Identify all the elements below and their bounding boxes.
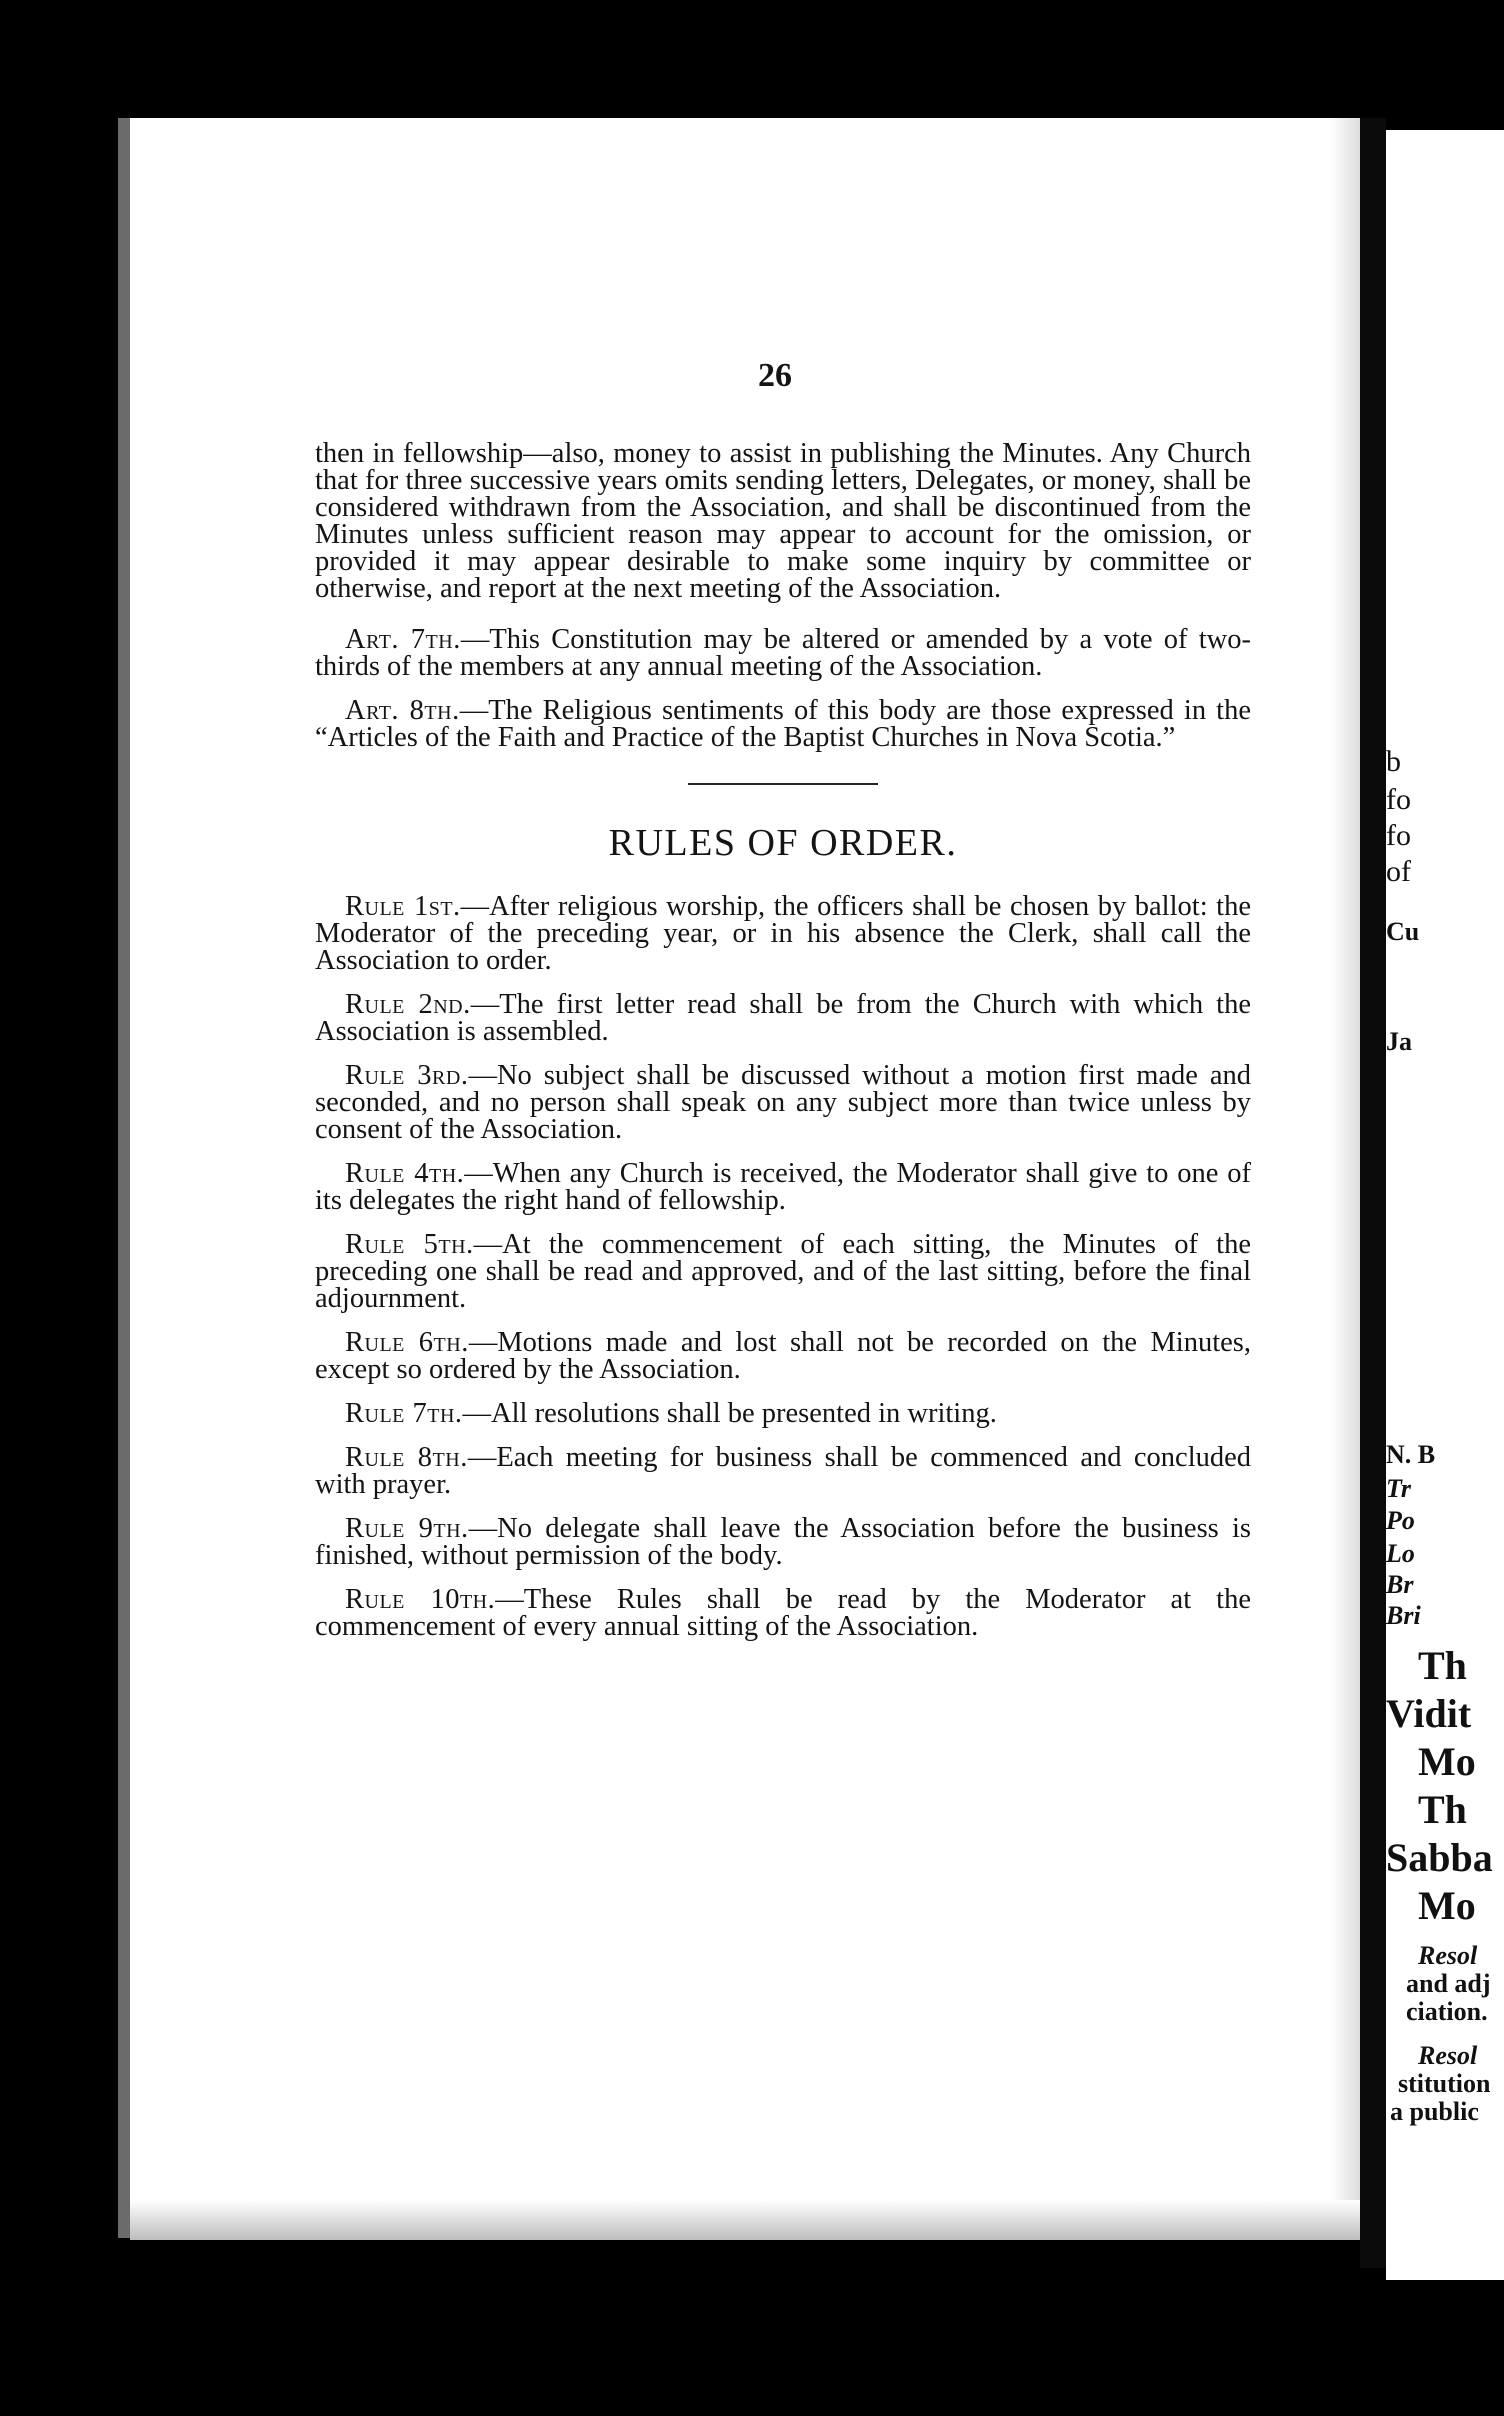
rule-lead: Rule 4th. (345, 1158, 465, 1189)
right-page-fragment: and adj (1406, 1969, 1491, 1998)
right-page-fragment: ciation. (1406, 1997, 1488, 2026)
right-page-fragment: fo (1386, 783, 1411, 816)
article-7 (315, 626, 1251, 680)
right-page-fragment: b (1386, 745, 1401, 778)
rule-text: —No subject shall be discussed without a motion first made and seconded, and no person shall speak on any subject more than twice unless by consent of the Association. (315, 1060, 1251, 1145)
rules-heading: RULES OF ORDER. (608, 822, 958, 864)
right-page-fragment: Resol (1418, 1941, 1478, 1970)
rule-lead: Rule 7th. (345, 1398, 463, 1429)
right-page-fragment: Cu (1386, 917, 1420, 946)
right-page-fragment: Tr (1386, 1474, 1412, 1503)
right-page-fragment: Ja (1386, 1027, 1412, 1056)
article-8 (315, 697, 1251, 751)
article-lead: Art. 8th. (345, 695, 460, 726)
rule-text: —All resolutions shall be presented in writing. (462, 1398, 997, 1429)
article-text: —The Religious sentiments of this body are those expressed in the “Articles of the Faith and Practice of the Baptist Churches in Nova Scotia.” (315, 695, 1251, 753)
right-page-fragment: of (1386, 855, 1411, 888)
rule-item (315, 1160, 1251, 1214)
rule-item (315, 1400, 1251, 1427)
book-spine (1360, 118, 1386, 2268)
rule-lead: Rule 10th. (345, 1584, 496, 1615)
rule-lead: Rule 3rd. (345, 1060, 469, 1091)
rule-text: —No delegate shall leave the Association before the business is finished, without permission of the body. (315, 1513, 1251, 1571)
rule-text: —Motions made and lost shall not be recorded on the Minutes, except so ordered by the Association. (315, 1327, 1252, 1385)
right-page-fragment: Mo (1418, 1883, 1476, 1928)
right-page-fragment: fo (1386, 819, 1411, 852)
article-text: —This Constitution may be altered or amended by a vote of two-thirds of the members at any annual meeting of the Association. (315, 624, 1251, 682)
right-page-peek (1386, 130, 1504, 2280)
page-body (315, 440, 1251, 1657)
right-page-fragment: Mo (1418, 1739, 1476, 1784)
rule-item (315, 991, 1251, 1045)
right-page-fragment: Sabba (1386, 1835, 1493, 1880)
right-page-fragment: Th (1418, 1787, 1467, 1832)
right-page-fragment: Br (1386, 1570, 1414, 1599)
rule-lead: Rule 1st. (345, 891, 461, 922)
rule-item (315, 1586, 1251, 1640)
right-page-fragment: a public (1390, 2097, 1479, 2126)
rule-item (315, 1062, 1251, 1143)
section-divider (688, 783, 878, 785)
rule-item (315, 1329, 1251, 1383)
right-page-fragment: Bri (1386, 1601, 1421, 1630)
rule-text: —The first letter read shall be from the Church with which the Association is assembled. (315, 989, 1251, 1047)
right-page-fragment: Lo (1386, 1539, 1415, 1568)
right-page-fragment: stitution (1398, 2069, 1491, 2098)
rule-text: —Each meeting for business shall be commenced and concluded with prayer. (315, 1442, 1252, 1500)
rule-text: —After religious worship, the officers shall be chosen by ballot: the Moderator of the preceding year, or in his absence the Clerk, shall call the Association to order. (315, 891, 1251, 976)
fold-shadow (1330, 118, 1360, 2238)
rule-text: —When any Church is received, the Moderator shall give to one of its delegates the right hand of fellowship. (315, 1158, 1251, 1216)
intro-paragraph: then in fellowship—also, money to assist in publishing the Minutes. Any Church that for three successive years omits sending letters, Delegates, or money, shall be considered withdrawn from the Association, and shall be discontinued from the Minutes unless sufficient reason may appear to account for the omission, or provided it may appear desirable to make some inquiry by committee or otherwise, and report at the next meeting of the Association. (315, 438, 1251, 604)
rule-text: —These Rules shall be read by the Moderator at the commencement of every annual sitting of the Association. (315, 1584, 1251, 1642)
right-page-fragment: Po (1386, 1506, 1415, 1535)
rules-list (315, 893, 1251, 1640)
rule-item (315, 1515, 1251, 1569)
rule-item (315, 893, 1251, 974)
right-page-fragment: Th (1418, 1643, 1467, 1688)
rule-lead: Rule 8th. (345, 1442, 468, 1473)
article-lead: Art. 7th. (345, 624, 461, 655)
right-page-fragment: Resol (1418, 2041, 1478, 2070)
rule-lead: Rule 2nd. (345, 989, 471, 1020)
rule-lead: Rule 6th. (345, 1327, 469, 1358)
rule-item (315, 1231, 1251, 1312)
rule-lead: Rule 5th. (345, 1229, 474, 1260)
rule-text: —At the commencement of each sitting, the Minutes of the preceding one shall be read and approved, and of the last sitting, before the final adjournment. (315, 1229, 1252, 1314)
rule-lead: Rule 9th. (345, 1513, 469, 1544)
page-number: 26 (758, 357, 792, 394)
right-page-fragment: N. B (1386, 1440, 1436, 1469)
right-page-fragment: Vidit (1386, 1691, 1472, 1736)
page-edge-shadow (118, 118, 130, 2238)
rule-item (315, 1444, 1251, 1498)
page-bottom-shade (130, 2200, 1360, 2240)
